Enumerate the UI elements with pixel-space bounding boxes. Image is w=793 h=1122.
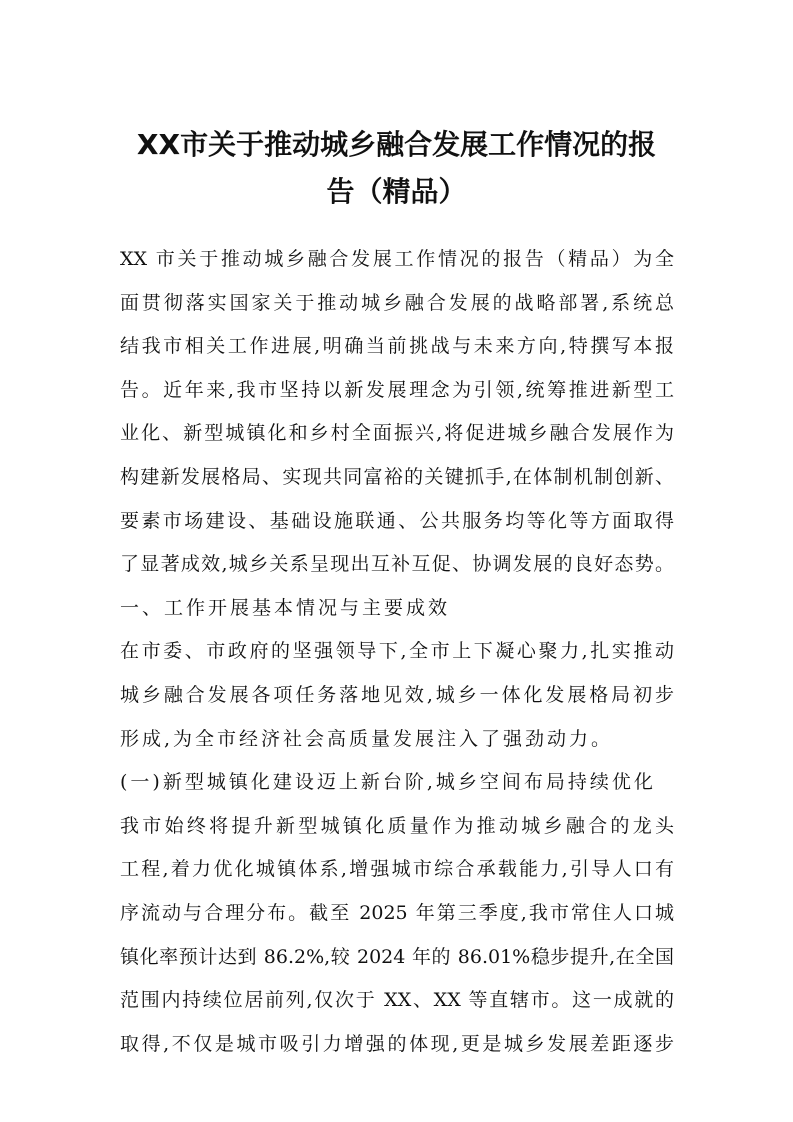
body-line: 序流动与合理分布。截至 2025 年第三季度,我市常住人口城 bbox=[120, 901, 674, 924]
body-line: 业化、新型城镇化和乡村全面振兴,将促进城乡融合发展作为 bbox=[120, 422, 674, 445]
document-title-line-2: 告（精品） bbox=[326, 175, 467, 208]
body-line: 我市始终将提升新型城镇化质量作为推动城乡融合的龙头 bbox=[120, 814, 674, 837]
body-line: 工程,着力优化城镇体系,增强城市综合承载能力,引导人口有 bbox=[120, 858, 674, 881]
body-line: 取得,不仅是城市吸引力增强的体现,更是城乡发展差距逐步 bbox=[120, 1032, 674, 1055]
body-line: 城乡融合发展各项任务落地见效,城乡一体化发展格局初步 bbox=[120, 683, 674, 706]
document-body bbox=[120, 238, 674, 1066]
body-line: 在市委、市政府的坚强领导下,全市上下凝心聚力,扎实推动 bbox=[120, 640, 674, 663]
subsection-heading: (一)新型城镇化建设迈上新台阶,城乡空间布局持续优化 bbox=[120, 771, 656, 794]
body-line: 形成,为全市经济社会高质量发展注入了强劲动力。 bbox=[120, 727, 614, 750]
body-line: 面贯彻落实国家关于推动城乡融合发展的战略部署,系统总 bbox=[120, 291, 674, 314]
body-line: 了显著成效,城乡关系呈现出互补互促、协调发展的良好态势。 bbox=[120, 553, 674, 576]
section-heading: 一、工作开展基本情况与主要成效 bbox=[120, 596, 451, 619]
document-title-line-1: XX市关于推动城乡融合发展工作情况的报 bbox=[136, 128, 657, 161]
body-line: 告。近年来,我市坚持以新发展理念为引领,统筹推进新型工 bbox=[120, 378, 674, 401]
body-line: 镇化率预计达到 86.2%,较 2024 年的 86.01%稳步提升,在全国 bbox=[120, 945, 674, 968]
body-line: 构建新发展格局、实现共同富裕的关键抓手,在体制机制创新、 bbox=[120, 465, 674, 488]
body-line: 结我市相关工作进展,明确当前挑战与未来方向,特撰写本报 bbox=[120, 335, 674, 358]
body-line: 要素市场建设、基础设施联通、公共服务均等化等方面取得 bbox=[120, 509, 674, 532]
body-line: 范围内持续位居前列,仅次于 XX、XX 等直辖市。这一成就的 bbox=[120, 989, 674, 1012]
body-line: XX 市关于推动城乡融合发展工作情况的报告（精品）为全 bbox=[120, 248, 674, 270]
